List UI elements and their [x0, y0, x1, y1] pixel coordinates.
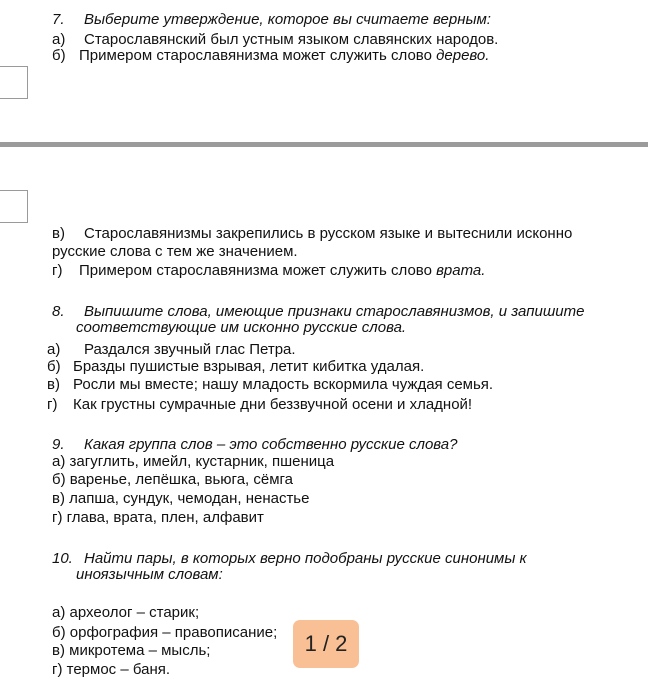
q10-option-g: г) термос – баня.: [52, 661, 171, 678]
question-10-number: 10.: [52, 550, 73, 567]
margin-box-1: [0, 66, 28, 99]
q7-option-g: [52, 262, 485, 280]
option-label: в): [47, 376, 60, 393]
option-label: а): [47, 341, 61, 358]
q7-option-v-line2: русские слова с тем же значением.: [52, 243, 298, 260]
option-text: Росли мы вместе; нашу младость вскормила чуждая семья.: [73, 376, 494, 393]
option-word: дерево.: [436, 47, 490, 64]
question-9-title: [52, 436, 457, 454]
question-9-text: Какая группа слов – это собственно русские слова?: [84, 436, 458, 453]
question-8-text-line2: соответствующие им исконно русские слова.: [76, 319, 407, 336]
option-text: Раздался звучный глас Петра.: [84, 341, 296, 358]
option-label: а): [52, 31, 66, 48]
option-text: Бразды пушистые взрывая, летит кибитка удалая.: [73, 358, 425, 375]
question-9-number: 9.: [52, 436, 65, 453]
q9-option-v: в) лапша, сундук, чемодан, ненастье: [52, 490, 310, 507]
page-indicator[interactable]: 1 / 2: [293, 620, 359, 668]
q10-option-v: в) микротема – мысль;: [52, 642, 211, 659]
q7-option-v: [52, 225, 572, 243]
q9-option-g: г) глава, врата, плен, алфавит: [52, 509, 264, 526]
question-10-text: Найти пары, в которых верно подобраны русские синонимы к: [84, 550, 527, 567]
q8-option-g: [47, 396, 472, 414]
margin-box-2: [0, 190, 28, 223]
question-7-text: Выберите утверждение, которое вы считаете верным:: [84, 11, 491, 28]
option-word: врата.: [436, 262, 486, 279]
option-label: б): [47, 358, 61, 375]
q10-option-a: а) археолог – старик;: [52, 604, 200, 621]
question-7-number: 7.: [52, 11, 65, 28]
option-label: г): [47, 396, 58, 413]
q8-option-b: [47, 358, 424, 376]
q8-option-a: [47, 341, 296, 359]
q7-option-b: [52, 47, 489, 65]
q8-option-v: [47, 376, 493, 394]
question-10-text-line2: иноязычным словам:: [76, 566, 223, 583]
option-text: Примером старославянизма может служить слово: [79, 262, 437, 279]
option-text: Старославянизмы закрепились в русском языке и вытеснили исконно: [84, 225, 573, 242]
option-text: Как грустны сумрачные дни беззвучной осени и хладной!: [73, 396, 473, 413]
question-8-text: Выпишите слова, имеющие признаки старославянизмов, и запишите: [84, 303, 585, 320]
question-8-number: 8.: [52, 303, 65, 320]
q9-option-a: а) загуглить, имейл, кустарник, пшеница: [52, 453, 335, 470]
option-text: Старославянский был устным языком славянских народов.: [84, 31, 499, 48]
option-text: Примером старославянизма может служить слово: [79, 47, 437, 64]
page-separator: [0, 142, 648, 147]
option-label: б): [52, 47, 66, 64]
q9-option-b: б) варенье, лепёшка, вьюга, сёмга: [52, 471, 294, 488]
option-label: г): [52, 262, 63, 279]
question-7-title: [52, 11, 491, 29]
q10-option-b: б) орфография – правописание;: [52, 624, 278, 641]
option-label: в): [52, 225, 65, 242]
